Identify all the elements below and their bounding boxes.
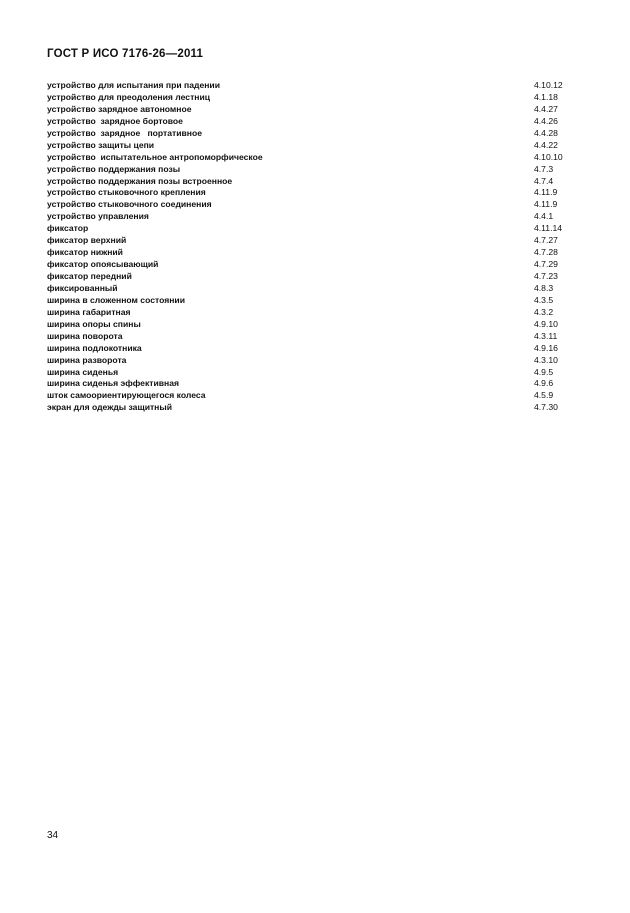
index-row	[47, 104, 582, 116]
index-ref: 4.4.26	[534, 115, 558, 126]
index-row	[47, 378, 582, 390]
index-ref: 4.11.9	[534, 187, 558, 198]
index-ref: 4.11.14	[534, 223, 563, 234]
index-ref: 4.7.28	[534, 247, 558, 258]
index-term: устройство зарядное портативное	[47, 127, 203, 138]
index-term: устройство зарядное бортовое	[47, 115, 183, 126]
index-row	[47, 259, 582, 271]
index-ref: 4.10.12	[534, 80, 563, 90]
index-row	[47, 283, 582, 295]
index-ref: 4.3.10	[534, 354, 558, 365]
index-row	[47, 80, 582, 92]
index-row	[47, 235, 582, 247]
index-ref: 4.4.28	[534, 127, 558, 138]
index-row	[47, 319, 582, 331]
index-row	[47, 343, 582, 355]
index-row	[47, 187, 582, 199]
index-row	[47, 307, 582, 319]
index-ref: 4.9.16	[534, 342, 558, 353]
page-header: ГОСТ Р ИСО 7176-26—2011	[47, 48, 204, 60]
index-row	[47, 390, 582, 402]
index-term: устройство стыковочного крепления	[47, 187, 206, 198]
index-term: устройство для преодоления лестниц	[47, 91, 211, 102]
index-ref: 4.9.10	[534, 318, 558, 329]
index-term: ширина в сложенном состоянии	[47, 294, 185, 305]
index-ref: 4.3.5	[534, 294, 554, 305]
index-ref: 4.5.9	[534, 390, 554, 401]
index-row	[47, 367, 582, 379]
index-term: устройство зарядное автономное	[47, 103, 192, 114]
index-row	[47, 116, 582, 128]
index-list	[47, 80, 582, 414]
index-row	[47, 247, 582, 259]
index-term: фиксированный	[47, 282, 118, 293]
index-ref: 4.4.27	[534, 103, 558, 114]
index-term: ширина поворота	[47, 330, 123, 341]
index-term: ширина габаритная	[47, 306, 131, 317]
index-ref: 4.7.4	[534, 175, 554, 186]
index-term: устройство поддержания позы	[47, 163, 181, 174]
index-ref: 4.3.2	[534, 306, 554, 317]
index-row	[47, 176, 582, 188]
index-ref: 4.10.10	[534, 151, 563, 162]
index-term: ширина подлокотника	[47, 342, 142, 353]
index-row	[47, 211, 582, 223]
index-row	[47, 331, 582, 343]
index-ref: 4.4.1	[534, 211, 554, 222]
index-ref: 4.3.11	[534, 330, 558, 341]
index-term: фиксатор опоясывающий	[47, 259, 159, 270]
index-term: фиксатор верхний	[47, 235, 127, 246]
index-row	[47, 199, 582, 211]
index-term: ширина сиденья эффективная	[47, 378, 180, 389]
index-row	[47, 223, 582, 235]
index-ref: 4.8.3	[534, 282, 554, 293]
index-ref: 4.7.27	[534, 235, 558, 246]
index-row	[47, 128, 582, 140]
index-term: ширина опоры спины	[47, 318, 141, 329]
index-term: фиксатор передний	[47, 271, 132, 281]
index-ref: 4.1.18	[534, 91, 558, 102]
page-number: 34	[47, 830, 59, 841]
index-term: ширина разворота	[47, 354, 127, 365]
index-row	[47, 295, 582, 307]
index-term: экран для одежды защитный	[47, 402, 172, 413]
index-ref: 4.11.9	[534, 199, 558, 210]
index-row	[47, 140, 582, 152]
index-term: устройство управления	[47, 211, 149, 222]
index-row	[47, 164, 582, 176]
index-term: устройство защиты цепи	[47, 139, 155, 150]
index-row	[47, 152, 582, 164]
index-row	[47, 271, 582, 283]
index-ref: 4.7.29	[534, 259, 558, 270]
index-row	[47, 355, 582, 367]
index-ref: 4.7.30	[534, 402, 558, 413]
index-term: шток самоориентирующегося колеса	[47, 390, 206, 401]
index-term: устройство поддержания позы встроенное	[47, 175, 233, 186]
index-term: ширина сиденья	[47, 366, 119, 377]
index-ref: 4.4.22	[534, 139, 558, 150]
index-term: устройство стыковочного соединения	[47, 199, 212, 210]
index-term: фиксатор	[47, 223, 89, 234]
index-row	[47, 92, 582, 104]
index-ref: 4.9.5	[534, 366, 554, 377]
index-term: устройство для испытания при падении	[47, 80, 220, 90]
index-term: устройство испытательное антропоморфическое	[47, 151, 263, 162]
index-ref: 4.7.3	[534, 163, 554, 174]
index-ref: 4.7.23	[534, 271, 558, 281]
index-term: фиксатор нижний	[47, 247, 123, 258]
index-row	[47, 402, 582, 414]
index-ref: 4.9.6	[534, 378, 554, 389]
